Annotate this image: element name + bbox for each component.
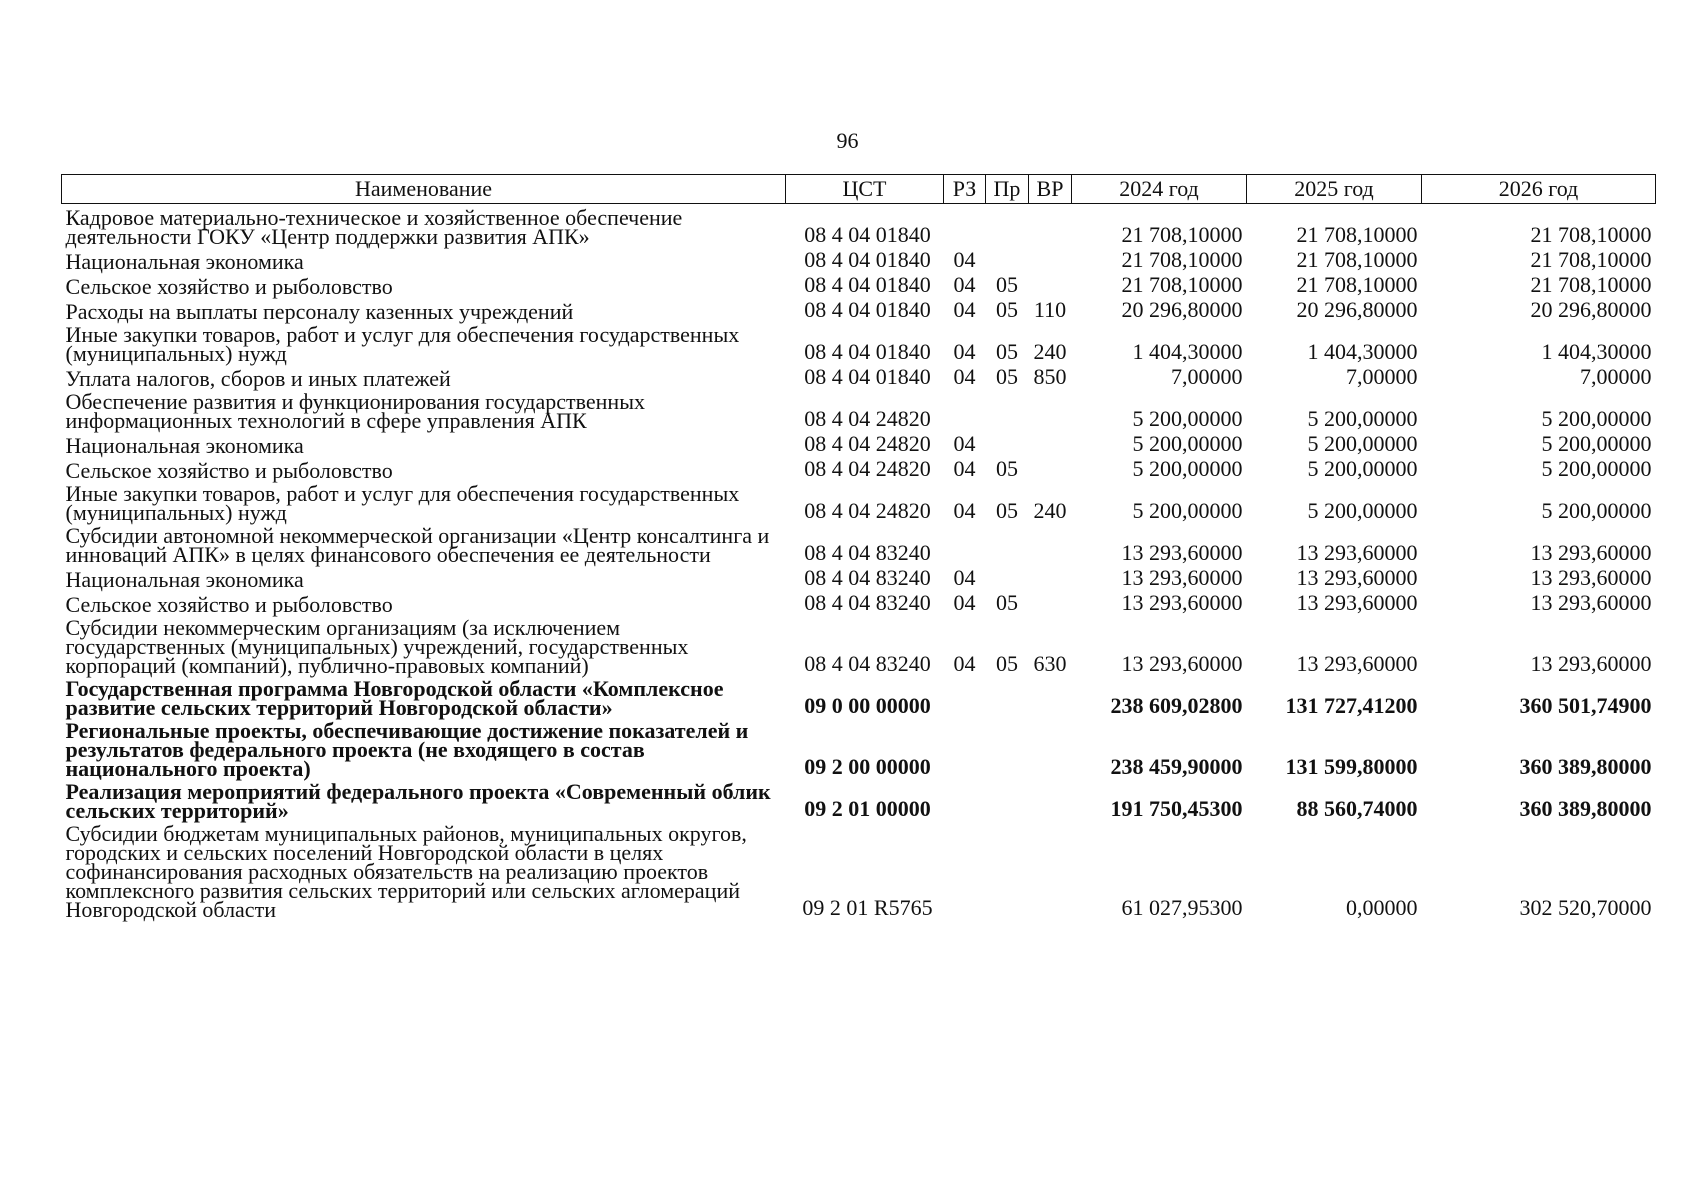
cell-rz: 04 <box>953 272 976 297</box>
cell-y2026: 360 501,74900 <box>1519 693 1652 718</box>
cell-y2025: 13 293,60000 <box>1296 565 1418 590</box>
header-2024: 2024 год <box>1072 175 1247 204</box>
cell-rz <box>944 388 986 430</box>
cell-cst: 08 4 04 01840 <box>804 222 931 247</box>
table-row <box>62 204 1656 247</box>
cell-rz: 04 <box>953 247 976 272</box>
cell-cst: 08 4 04 24820 <box>804 431 931 456</box>
cell-y2024: 21 708,10000 <box>1121 222 1243 247</box>
cell-y2026: 360 389,80000 <box>1519 754 1652 779</box>
cell-rz: 04 <box>953 651 976 676</box>
cell-rz: 04 <box>953 590 976 615</box>
table-row <box>62 388 1656 430</box>
cell-pr <box>986 778 1029 820</box>
cell-rz <box>944 820 986 919</box>
cell-vr: 630 <box>1033 651 1067 676</box>
cell-vr <box>1029 522 1072 564</box>
cell-y2026: 13 293,60000 <box>1530 590 1652 615</box>
cell-cst: 08 4 04 01840 <box>804 272 931 297</box>
cell-pr: 05 <box>996 651 1018 676</box>
cell-name: Кадровое материально-техническое и хозяйственное обеспечение деятельности ГОКУ «Центр поддержки развития АПК» <box>65 205 683 249</box>
cell-rz: 04 <box>953 565 976 590</box>
cell-y2024: 238 609,02800 <box>1110 693 1243 718</box>
cell-name: Реализация мероприятий федерального проекта «Современный облик сельских территорий» <box>65 779 771 823</box>
cell-y2026: 302 520,70000 <box>1519 895 1652 920</box>
cell-cst: 08 4 04 24820 <box>804 406 931 431</box>
cell-cst: 09 0 00 00000 <box>804 693 931 718</box>
cell-y2024: 7,00000 <box>1171 364 1243 389</box>
cell-vr <box>1029 430 1072 455</box>
cell-name: Обеспечение развития и функционирования государственных информационных технологий в сфере управления АПК <box>65 389 645 433</box>
cell-y2026: 5 200,00000 <box>1541 498 1652 523</box>
cell-rz: 04 <box>953 498 976 523</box>
cell-y2025: 131 599,80000 <box>1285 754 1418 779</box>
header-pr: Пр <box>986 175 1029 204</box>
cell-cst: 09 2 01 00000 <box>804 796 931 821</box>
cell-rz <box>944 522 986 564</box>
cell-y2024: 21 708,10000 <box>1121 272 1243 297</box>
cell-y2026: 5 200,00000 <box>1541 456 1652 481</box>
cell-rz: 04 <box>953 431 976 456</box>
cell-y2026: 20 296,80000 <box>1530 297 1652 322</box>
cell-rz <box>944 204 986 247</box>
cell-y2024: 13 293,60000 <box>1121 540 1243 565</box>
cell-pr <box>986 820 1029 919</box>
cell-rz <box>944 778 986 820</box>
cell-name: Субсидии автономной некоммерческой организации «Центр консалтинга и инноваций АПК» в целях финансового обеспечения ее деятельности <box>65 523 770 567</box>
cell-vr <box>1029 675 1072 717</box>
cell-y2025: 131 727,41200 <box>1285 693 1418 718</box>
cell-pr: 05 <box>996 590 1018 615</box>
cell-vr: 240 <box>1033 339 1067 364</box>
cell-y2026: 7,00000 <box>1580 364 1652 389</box>
cell-y2024: 13 293,60000 <box>1121 590 1243 615</box>
cell-y2025: 13 293,60000 <box>1296 590 1418 615</box>
cell-y2025: 21 708,10000 <box>1296 247 1418 272</box>
cell-cst: 08 4 04 01840 <box>804 247 931 272</box>
cell-y2025: 21 708,10000 <box>1296 272 1418 297</box>
cell-name: Сельское хозяйство и рыболовство <box>65 458 393 483</box>
cell-y2024: 238 459,90000 <box>1110 754 1243 779</box>
cell-y2026: 5 200,00000 <box>1541 406 1652 431</box>
cell-y2025: 21 708,10000 <box>1296 222 1418 247</box>
cell-name: Субсидии бюджетам муниципальных районов, муниципальных округов, городских и сельских поселений Новгородской области в целях софинансирования расходных обязательств на реализацию проектов комплексного развития сельских территорий или сельских агломераций Новгородской области <box>65 821 747 922</box>
cell-y2025: 1 404,30000 <box>1307 339 1418 364</box>
cell-cst: 09 2 00 00000 <box>804 754 931 779</box>
cell-y2026: 5 200,00000 <box>1541 431 1652 456</box>
cell-rz: 04 <box>953 364 976 389</box>
cell-vr <box>1029 589 1072 614</box>
table-row <box>62 614 1656 675</box>
table-row <box>62 480 1656 522</box>
cell-pr <box>986 246 1029 271</box>
header-2025: 2025 год <box>1247 175 1422 204</box>
cell-y2026: 13 293,60000 <box>1530 540 1652 565</box>
table-body <box>62 204 1656 920</box>
cell-y2025: 0,00000 <box>1346 895 1418 920</box>
table-row <box>62 430 1656 455</box>
cell-vr: 850 <box>1033 364 1067 389</box>
header-2026: 2026 год <box>1422 175 1656 204</box>
table-row <box>62 675 1656 717</box>
cell-vr <box>1029 204 1072 247</box>
cell-cst: 08 4 04 01840 <box>804 339 931 364</box>
cell-cst: 08 4 04 24820 <box>804 456 931 481</box>
cell-y2025: 13 293,60000 <box>1296 540 1418 565</box>
header-cst: ЦСТ <box>786 175 944 204</box>
table-row <box>62 321 1656 363</box>
cell-y2024: 21 708,10000 <box>1121 247 1243 272</box>
cell-pr: 05 <box>996 364 1018 389</box>
cell-pr <box>986 564 1029 589</box>
cell-name: Региональные проекты, обеспечивающие достижение показателей и результатов федерального проекта (не входящего в состав национального проекта) <box>65 718 749 781</box>
cell-rz: 04 <box>953 339 976 364</box>
cell-name: Субсидии некоммерческим организациям (за исключением государственных (муниципальных) учреждений, государственных корпораций (компаний), публично-правовых компаний) <box>65 615 689 678</box>
cell-y2024: 20 296,80000 <box>1121 297 1243 322</box>
cell-rz: 04 <box>953 456 976 481</box>
cell-rz <box>944 675 986 717</box>
cell-y2026: 1 404,30000 <box>1541 339 1652 364</box>
table-row <box>62 455 1656 480</box>
cell-y2025: 5 200,00000 <box>1307 431 1418 456</box>
cell-cst: 08 4 04 24820 <box>804 498 931 523</box>
table-row <box>62 363 1656 388</box>
cell-pr: 05 <box>996 339 1018 364</box>
cell-pr <box>986 388 1029 430</box>
cell-y2026: 13 293,60000 <box>1530 651 1652 676</box>
cell-cst: 08 4 04 83240 <box>804 565 931 590</box>
cell-name: Сельское хозяйство и рыболовство <box>65 592 393 617</box>
cell-y2024: 1 404,30000 <box>1132 339 1243 364</box>
table-row <box>62 522 1656 564</box>
cell-y2025: 88 560,74000 <box>1296 796 1418 821</box>
cell-y2026: 21 708,10000 <box>1530 272 1652 297</box>
cell-pr: 05 <box>996 498 1018 523</box>
cell-pr <box>986 522 1029 564</box>
cell-y2026: 13 293,60000 <box>1530 565 1652 590</box>
cell-pr <box>986 717 1029 778</box>
cell-name: Государственная программа Новгородской области «Комплексное развитие сельских территорий Новгородской области» <box>65 676 724 720</box>
cell-y2025: 5 200,00000 <box>1307 456 1418 481</box>
cell-vr <box>1029 564 1072 589</box>
header-row <box>62 175 1656 204</box>
cell-y2026: 21 708,10000 <box>1530 247 1652 272</box>
table-row <box>62 564 1656 589</box>
cell-name: Уплата налогов, сборов и иных платежей <box>65 366 451 391</box>
cell-name: Иные закупки товаров, работ и услуг для обеспечения государственных (муниципальных) нужд <box>65 481 740 525</box>
cell-name: Сельское хозяйство и рыболовство <box>65 274 393 299</box>
cell-y2024: 61 027,95300 <box>1121 895 1243 920</box>
table-row <box>62 296 1656 321</box>
table-row <box>62 246 1656 271</box>
cell-pr: 05 <box>996 272 1018 297</box>
cell-pr: 05 <box>996 456 1018 481</box>
table-row <box>62 271 1656 296</box>
cell-vr <box>1029 778 1072 820</box>
cell-pr <box>986 430 1029 455</box>
page-number: 96 <box>836 128 859 153</box>
cell-y2024: 5 200,00000 <box>1132 406 1243 431</box>
cell-cst: 08 4 04 83240 <box>804 651 931 676</box>
cell-y2025: 20 296,80000 <box>1296 297 1418 322</box>
header-vr: ВР <box>1029 175 1072 204</box>
cell-vr <box>1029 820 1072 919</box>
cell-cst: 08 4 04 83240 <box>804 540 931 565</box>
budget-table <box>61 174 1656 922</box>
cell-vr: 240 <box>1033 498 1067 523</box>
cell-cst: 09 2 01 R5765 <box>802 895 933 920</box>
cell-vr <box>1029 388 1072 430</box>
header-name: Наименование <box>62 175 786 204</box>
cell-vr <box>1029 271 1072 296</box>
cell-y2024: 5 200,00000 <box>1132 431 1243 456</box>
cell-cst: 08 4 04 83240 <box>804 590 931 615</box>
cell-y2024: 5 200,00000 <box>1132 456 1243 481</box>
cell-name: Национальная экономика <box>65 567 304 592</box>
table-row <box>62 778 1656 820</box>
cell-y2024: 13 293,60000 <box>1121 565 1243 590</box>
header-rz: РЗ <box>944 175 986 204</box>
cell-y2025: 5 200,00000 <box>1307 406 1418 431</box>
table-row <box>62 820 1656 919</box>
cell-y2025: 5 200,00000 <box>1307 498 1418 523</box>
table-row <box>62 717 1656 778</box>
cell-rz <box>944 717 986 778</box>
cell-vr <box>1029 246 1072 271</box>
cell-name: Национальная экономика <box>65 433 304 458</box>
cell-pr <box>986 204 1029 247</box>
cell-y2024: 5 200,00000 <box>1132 498 1243 523</box>
cell-y2025: 7,00000 <box>1346 364 1418 389</box>
cell-y2026: 21 708,10000 <box>1530 222 1652 247</box>
cell-name: Национальная экономика <box>65 249 304 274</box>
cell-vr: 110 <box>1033 297 1067 322</box>
cell-rz: 04 <box>953 297 976 322</box>
cell-y2026: 360 389,80000 <box>1519 796 1652 821</box>
cell-pr <box>986 675 1029 717</box>
table-row <box>62 589 1656 614</box>
cell-vr <box>1029 455 1072 480</box>
cell-cst: 08 4 04 01840 <box>804 364 931 389</box>
cell-vr <box>1029 717 1072 778</box>
cell-name: Иные закупки товаров, работ и услуг для обеспечения государственных (муниципальных) нужд <box>65 322 740 366</box>
cell-y2025: 13 293,60000 <box>1296 651 1418 676</box>
cell-cst: 08 4 04 01840 <box>804 297 931 322</box>
cell-pr: 05 <box>996 297 1018 322</box>
cell-y2024: 13 293,60000 <box>1121 651 1243 676</box>
cell-y2024: 191 750,45300 <box>1110 796 1243 821</box>
cell-name: Расходы на выплаты персоналу казенных учреждений <box>65 299 574 324</box>
